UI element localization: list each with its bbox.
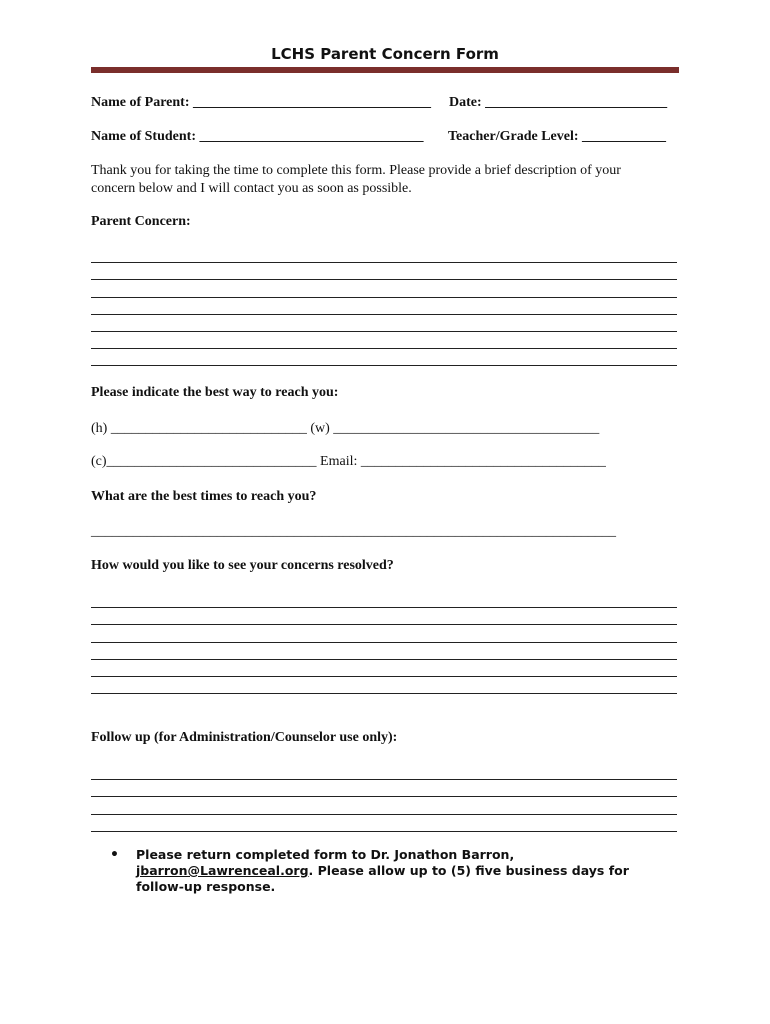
email-link[interactable]: jbarron@Lawrenceal.org — [136, 863, 309, 878]
answer-line[interactable] — [91, 263, 677, 280]
answer-line[interactable] — [91, 660, 677, 677]
answer-line[interactable] — [91, 780, 677, 797]
followup-lines[interactable] — [91, 763, 677, 832]
answer-line[interactable] — [91, 298, 677, 315]
parent-concern-lines[interactable] — [91, 246, 677, 366]
answer-line[interactable] — [91, 643, 677, 660]
answer-line[interactable] — [91, 591, 677, 608]
title-divider — [91, 67, 679, 73]
answer-line[interactable] — [91, 625, 677, 642]
intro-line-2: concern below and I will contact you as soon as possible. — [91, 181, 412, 196]
bullet-icon: • — [110, 847, 119, 863]
phone-home-work-field[interactable]: (h) ____________________________ (w) ______________________________________ — [91, 421, 600, 436]
answer-line[interactable] — [91, 815, 677, 832]
answer-line[interactable] — [91, 797, 677, 814]
answer-line[interactable] — [91, 349, 677, 366]
answer-line[interactable] — [91, 608, 677, 625]
name-of-parent-field[interactable]: Name of Parent: __________________________________ — [91, 95, 431, 110]
answer-line[interactable] — [91, 246, 677, 263]
return-instructions — [110, 847, 670, 895]
return-instructions-text — [136, 847, 670, 895]
intro-paragraph — [91, 162, 681, 198]
resolved-lines[interactable] — [91, 591, 677, 694]
return-text-start: Please return completed form to Dr. Jonathon Barron, — [136, 847, 515, 862]
followup-label: Follow up (for Administration/Counselor use only): — [91, 730, 398, 745]
form-title: LCHS Parent Concern Form — [271, 45, 499, 63]
best-times-label: What are the best times to reach you? — [91, 489, 317, 504]
name-of-student-field[interactable]: Name of Student: ________________________________ — [91, 129, 424, 144]
answer-line[interactable] — [91, 677, 677, 694]
answer-line[interactable] — [91, 763, 677, 780]
answer-line[interactable] — [91, 332, 677, 349]
answer-line[interactable] — [91, 315, 677, 332]
answer-line[interactable] — [91, 280, 677, 297]
date-field[interactable]: Date: __________________________ — [449, 95, 668, 110]
return-text-end: . Please allow up to (5) five business days for follow-up response. — [136, 863, 629, 894]
teacher-grade-field[interactable]: Teacher/Grade Level: ____________ — [448, 129, 667, 144]
reach-label: Please indicate the best way to reach you: — [91, 385, 339, 400]
parent-concern-label: Parent Concern: — [91, 214, 191, 229]
resolved-label: How would you like to see your concerns resolved? — [91, 558, 394, 573]
intro-line-1: Thank you for taking the time to complete this form. Please provide a brief description of your — [91, 163, 621, 178]
phone-cell-email-field[interactable]: (c)______________________________ Email: ___________________________________ — [91, 454, 606, 469]
best-times-field[interactable]: ___________________________________________________________________________ — [91, 524, 616, 539]
